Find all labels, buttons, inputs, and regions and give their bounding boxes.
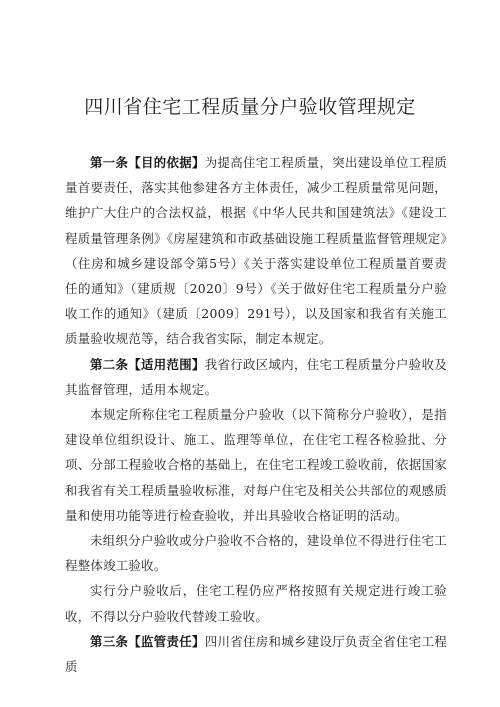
document-body <box>65 150 447 679</box>
article-2-text: 我省行政区域内，住宅工程质量分户验收及其监督管理，适用本规定。 <box>65 356 448 397</box>
document-title: 四川省住宅工程质量分户验收管理规定 <box>84 96 416 118</box>
article-2-paragraph <box>65 352 447 402</box>
article-3-heading: 第三条【监管责任】 <box>90 633 205 649</box>
article-2-definition-text: 本规定所称住宅工程质量分户验收（以下简称分户验收），是指建设单位组织设计、施工、监理等单位，在住宅工程各检验批、分项、分部工程验收合格的基础上，在住宅工程竣工验收前，依据国家和我省有关工程质量验收标准，对每户住宅及相关公共部位的观感质量和使用功能等进行检查验收，并出具验收合格证明的活动。 <box>65 407 447 523</box>
article-2-restriction-text: 未组织分户验收或分户验收不合格的，建设单位不得进行住宅工程整体竣工验收。 <box>65 533 447 574</box>
article-2-note-paragraph <box>65 578 447 628</box>
article-1-text: 为提高住宅工程质量，突出建设单位工程质量首要责任，落实其他参建各方主体责任，减少工程质量常见问题，维护广大住户的合法权益，根据《中华人民共和国建筑法》《建设工程质量管理条例》《房屋建筑和市政基础设施工程质量监督管理规定》（住房和城乡建设部令第5号）《关于落实建设单位工程质量首要责任的通知》（建质规〔2020〕9号）《关于做好住宅工程质量分户验收工作的通知》（建质〔2009〕291号），以及国家和我省有关施工质量验收规范等，结合我省实际，制定本规定。 <box>65 155 448 347</box>
article-1-paragraph <box>65 150 447 352</box>
article-2-note-text: 实行分户验收后，住宅工程仍应严格按照有关规定进行竣工验收，不得以分户验收代替竣工验收。 <box>65 583 447 624</box>
article-3-text: 四川省住房和城乡建设厅负责全省住宅工程质 <box>65 633 448 675</box>
article-3-paragraph <box>65 629 447 679</box>
article-1-heading: 第一条【目的依据】 <box>90 155 205 170</box>
article-2-heading: 第二条【适用范围】 <box>90 356 205 372</box>
article-2-restriction-paragraph <box>65 528 447 578</box>
article-2-definition-paragraph <box>65 402 447 528</box>
